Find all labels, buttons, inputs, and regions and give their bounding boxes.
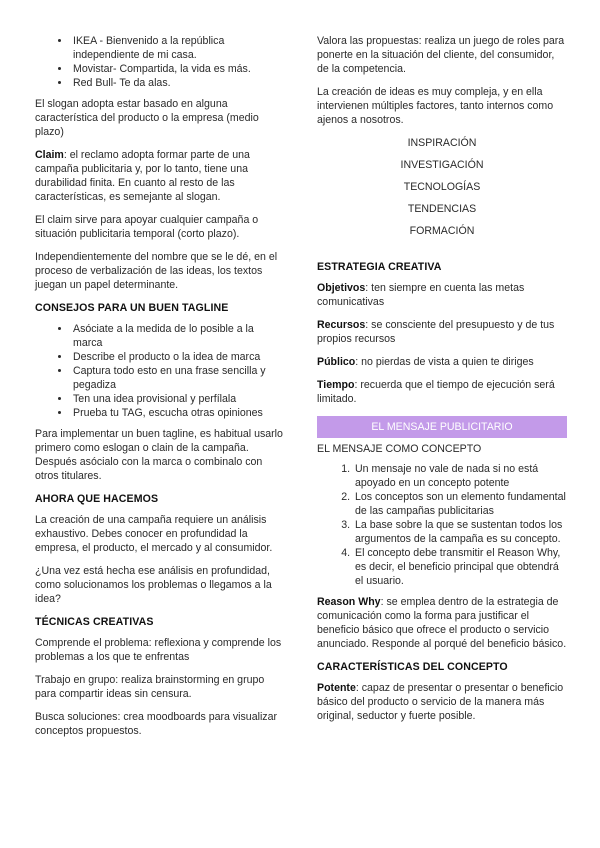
recursos-text: : se consciente del presupuesto y de tus propios recursos xyxy=(317,319,555,345)
list-item: 1. Un mensaje no vale de nada si no está apoyado en un concepto potente xyxy=(353,462,567,490)
objetivos-paragraph xyxy=(317,281,567,309)
list-item: INSPIRACIÓN xyxy=(407,137,477,149)
reason-why-text: : se emplea dentro de la estrategia de comunicación como la forma para justificar el beneficio básico que ofrece el producto o servicio anunciado. Responde al porqué del beneficio básico. xyxy=(317,596,567,650)
list-item: • Asóciate a la medida de lo posible a la marca xyxy=(71,322,283,350)
mensaje-list xyxy=(317,462,567,588)
claim-paragraph-2: El claim sirve para apoyar cualquier campaña o situación publicitaria temporal (corto plazo). xyxy=(35,214,259,240)
objetivos-text: : ten siempre en cuenta las metas comunicativas xyxy=(317,282,525,308)
implementar-paragraph: Para implementar un buen tagline, es habitual usarlo primero como eslogan o clain de la campaña. Después asócialo con la marca o combinalo con otros titulares. xyxy=(35,428,283,482)
potente-label: Potente xyxy=(317,682,356,694)
tecnicas-paragraph-3: Busca soluciones: crea moodboards para visualizar conceptos propuestos. xyxy=(35,711,278,737)
valora-paragraph: Valora las propuestas: realiza un juego de roles para ponerte en la situación del cliente, del consumidor, de la competencia. xyxy=(317,35,565,75)
independiente-paragraph: Independientemente del nombre que se le dé, en el proceso de verbalización de las ideas, los textos juegan un papel determinante. xyxy=(35,251,278,291)
tiempo-text: : recuerda que el tiempo de ejecución será limitado. xyxy=(317,379,555,405)
ahora-paragraph-1: La creación de una campaña requiere un análisis exhaustivo. Debes conocer en profundidad la empresa, el producto, el mercado y al consumidor. xyxy=(35,514,273,554)
list-item: • Captura todo esto en una frase sencilla y pegadiza xyxy=(71,364,283,392)
tecnicas-paragraph-2: Trabajo en grupo: realiza brainstorming en grupo para compartir ideas sin censura. xyxy=(35,674,265,700)
caracteristicas-heading: CARACTERÍSTICAS DEL CONCEPTO xyxy=(317,661,508,673)
factores-list xyxy=(317,136,567,238)
reason-why-paragraph xyxy=(317,595,567,651)
list-item: • Movistar- Compartida, la vida es más. xyxy=(71,62,283,76)
list-item: • Prueba tu TAG, escucha otras opiniones xyxy=(71,406,283,420)
tecnicas-paragraph-1: Comprende el problema: reflexiona y comprende los problemas a los que te enfrentas xyxy=(35,637,282,663)
list-item: • Describe el producto o la idea de marca xyxy=(71,350,283,364)
section-banner: EL MENSAJE PUBLICITARIO xyxy=(317,416,567,438)
ahora-paragraph-2: ¿Una vez está hecha ese análisis en profundidad, como solucionamos los problemas o llegamos a la idea? xyxy=(35,565,272,605)
claim-text: : el reclamo adopta formar parte de una campaña publicitaria y, por lo tanto, tiene una durabilidad finita. En cuanto al resto de las características, es semejante al slogan. xyxy=(35,149,250,203)
list-item: • Ten una idea provisional y perfílala xyxy=(71,392,283,406)
ahora-heading: AHORA QUE HACEMOS xyxy=(35,493,159,505)
tiempo-paragraph xyxy=(317,378,567,406)
potente-text: : capaz de presentar o presentar o beneficio básico del producto o servicio de la manera más original, seductor y fuerte posible. xyxy=(317,682,564,722)
mensaje-subheading: EL MENSAJE COMO CONCEPTO xyxy=(317,443,482,455)
claim-paragraph xyxy=(35,148,283,204)
list-item: • Red Bull- Te da alas. xyxy=(71,76,283,90)
consejos-list xyxy=(35,322,283,420)
recursos-paragraph xyxy=(317,318,567,346)
creacion-paragraph: La creación de ideas es muy compleja, y en ella intervienen múltiples factores, tanto internos como ajenos a nosotros. xyxy=(317,86,554,126)
brand-examples-list xyxy=(35,34,283,90)
list-item: FORMACIÓN xyxy=(409,225,475,237)
claim-label: Claim xyxy=(35,149,64,161)
potente-paragraph xyxy=(317,681,567,723)
publico-paragraph xyxy=(317,355,567,369)
tiempo-label: Tiempo xyxy=(317,379,355,391)
recursos-label: Recursos xyxy=(317,319,366,331)
objetivos-label: Objetivos xyxy=(317,282,366,294)
consejos-heading: CONSEJOS PARA UN BUEN TAGLINE xyxy=(35,302,229,314)
right-column xyxy=(317,34,567,732)
slogan-paragraph: El slogan adopta estar basado en alguna característica del producto o la empresa (medio plazo) xyxy=(35,98,259,138)
list-item: TECNOLOGÍAS xyxy=(403,181,481,193)
list-item: 2. Los conceptos son un elemento fundamental de las campañas publicitarias xyxy=(353,490,567,518)
reason-why-label: Reason Why xyxy=(317,596,381,608)
tecnicas-heading: TÉCNICAS CREATIVAS xyxy=(35,616,154,628)
left-column xyxy=(35,34,283,747)
list-item: INVESTIGACIÓN xyxy=(400,159,484,171)
list-item: 4. El concepto debe transmitir el Reason Why, es decir, el beneficio principal que obtendrá el usuario. xyxy=(353,546,567,588)
publico-text: : no pierdas de vista a quien te diriges xyxy=(355,356,534,368)
list-item: 3. La base sobre la que se sustentan todos los argumentos de la campaña es su concepto. xyxy=(353,518,567,546)
estrategia-heading: ESTRATEGIA CREATIVA xyxy=(317,261,442,273)
publico-label: Público xyxy=(317,356,356,368)
list-item: • IKEA - Bienvenido a la república independiente de mi casa. xyxy=(71,34,283,62)
list-item: TENDENCIAS xyxy=(407,203,477,215)
